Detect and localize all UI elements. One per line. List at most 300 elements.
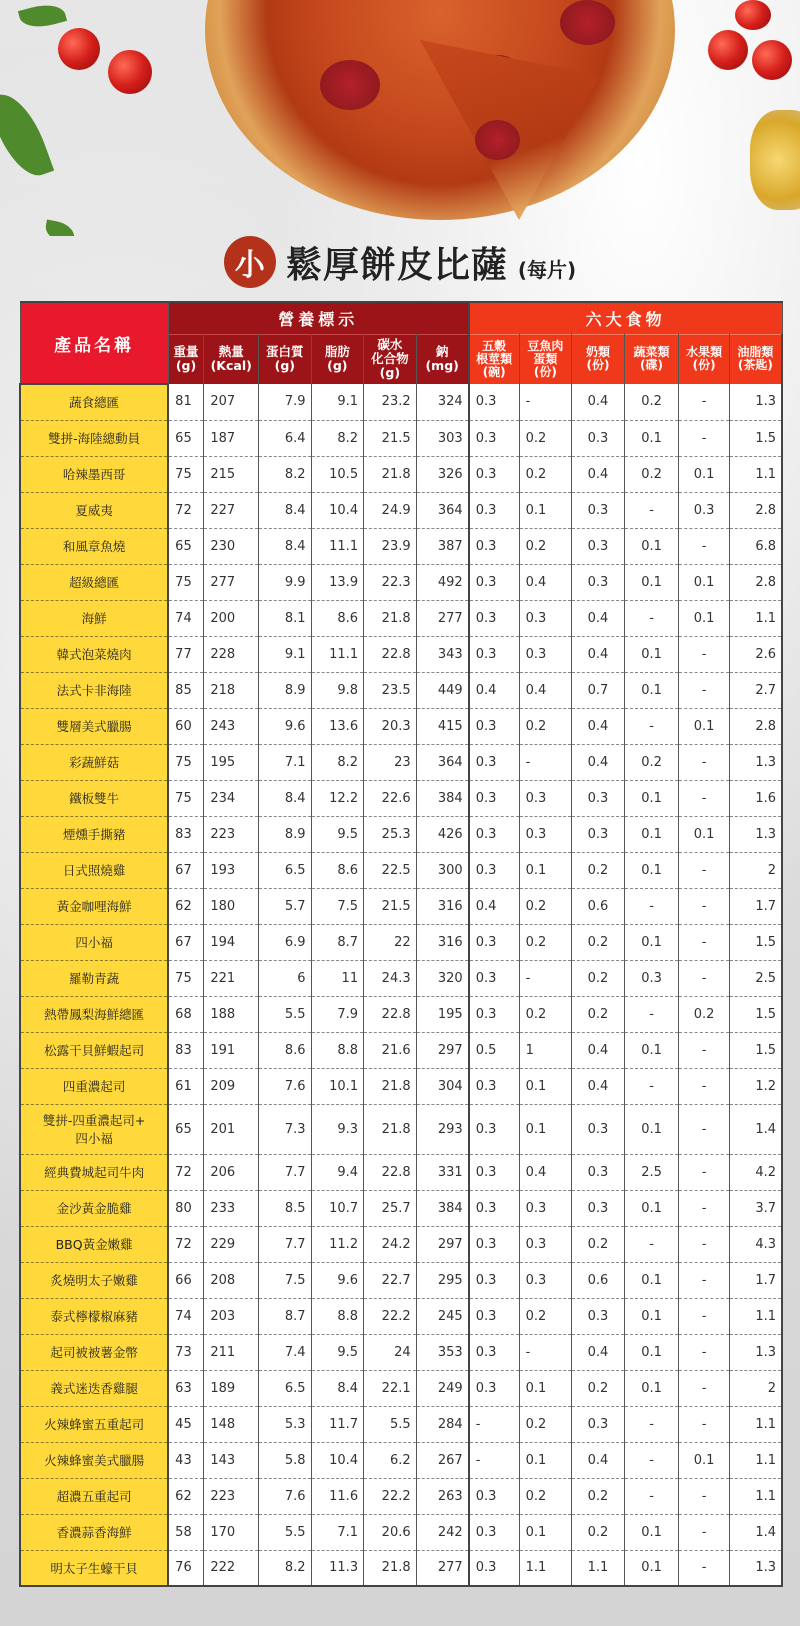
- table-cell: 1.3: [729, 816, 782, 852]
- tomato-decoration: [58, 28, 100, 70]
- table-cell: 21.5: [364, 420, 417, 456]
- table-cell: -: [679, 1262, 729, 1298]
- table-cell: 284: [416, 1406, 469, 1442]
- table-cell: 10.4: [311, 1442, 364, 1478]
- table-cell: 387: [416, 528, 469, 564]
- table-cell: 6.8: [729, 528, 782, 564]
- table-cell: 0.3: [519, 600, 572, 636]
- table-cell: 0.3: [469, 492, 519, 528]
- table-row: [20, 636, 782, 672]
- table-cell: 8.9: [259, 816, 312, 852]
- table-cell: 23.9: [364, 528, 417, 564]
- table-cell: 1.1: [729, 456, 782, 492]
- table-cell: 0.3: [469, 420, 519, 456]
- table-cell: 0.1: [519, 1370, 572, 1406]
- table-cell: 2.5: [624, 1154, 679, 1190]
- tomato-decoration: [735, 0, 771, 30]
- table-row: [20, 888, 782, 924]
- table-cell: 0.3: [519, 1226, 572, 1262]
- table-cell: 0.1: [624, 672, 679, 708]
- table-cell: -: [679, 1154, 729, 1190]
- table-cell: 230: [204, 528, 259, 564]
- table-cell: 75: [168, 456, 204, 492]
- table-cell: 0.4: [572, 1442, 625, 1478]
- table-cell: 9.3: [311, 1104, 364, 1154]
- table-cell: -: [679, 888, 729, 924]
- table-cell: 0.2: [519, 420, 572, 456]
- table-cell: 0.3: [469, 960, 519, 996]
- column-header-line: 脂肪: [324, 344, 350, 360]
- table-cell: 0.3: [469, 1370, 519, 1406]
- table-cell: 1.1: [729, 1298, 782, 1334]
- table-row: [20, 1442, 782, 1478]
- table-cell: 24: [364, 1334, 417, 1370]
- table-row: [20, 924, 782, 960]
- product-name: 明太子生蠔干貝: [20, 1550, 168, 1586]
- table-cell: 229: [204, 1226, 259, 1262]
- product-name: 夏威夷: [20, 492, 168, 528]
- table-cell: 0.3: [469, 1068, 519, 1104]
- table-cell: 0.2: [519, 996, 572, 1032]
- column-header-line: (g): [327, 358, 348, 374]
- page-title: [0, 236, 800, 288]
- table-cell: 384: [416, 780, 469, 816]
- table-cell: 0.2: [519, 528, 572, 564]
- table-cell: 0.6: [572, 1262, 625, 1298]
- table-cell: 0.3: [469, 744, 519, 780]
- table-cell: 6.4: [259, 420, 312, 456]
- table-cell: 233: [204, 1190, 259, 1226]
- product-name: 火辣蜂蜜五重起司: [20, 1406, 168, 1442]
- table-row: [20, 1154, 782, 1190]
- table-cell: 0.1: [679, 708, 729, 744]
- table-cell: 0.3: [469, 816, 519, 852]
- table-cell: 0.5: [469, 1032, 519, 1068]
- table-cell: -: [624, 1226, 679, 1262]
- table-cell: 0.7: [572, 672, 625, 708]
- table-cell: 1.4: [729, 1104, 782, 1154]
- table-cell: 0.1: [679, 600, 729, 636]
- table-cell: 8.5: [259, 1190, 312, 1226]
- table-cell: 8.4: [259, 780, 312, 816]
- column-header-line: (Kcal): [210, 358, 252, 374]
- table-cell: 0.2: [572, 924, 625, 960]
- column-header: [311, 334, 364, 384]
- product-name: 經典費城起司牛肉: [20, 1154, 168, 1190]
- table-cell: 6: [259, 960, 312, 996]
- table-cell: 0.3: [572, 1298, 625, 1334]
- table-cell: -: [679, 1550, 729, 1586]
- table-cell: 9.6: [259, 708, 312, 744]
- table-cell: 1.4: [729, 1514, 782, 1550]
- table-cell: 0.2: [679, 996, 729, 1032]
- table-cell: 297: [416, 1226, 469, 1262]
- product-name: 炙燒明太子嫩雞: [20, 1262, 168, 1298]
- column-header-line: 蛋白質: [266, 344, 304, 360]
- table-cell: 0.4: [469, 888, 519, 924]
- table-cell: 208: [204, 1262, 259, 1298]
- table-cell: 7.6: [259, 1478, 312, 1514]
- table-cell: 58: [168, 1514, 204, 1550]
- table-row: [20, 1068, 782, 1104]
- table-cell: 2.8: [729, 492, 782, 528]
- product-name: 四小福: [20, 924, 168, 960]
- table-cell: -: [624, 1068, 679, 1104]
- table-cell: 7.5: [259, 1262, 312, 1298]
- table-cell: 6.9: [259, 924, 312, 960]
- table-cell: 22.8: [364, 996, 417, 1032]
- table-cell: 223: [204, 1478, 259, 1514]
- product-name: 起司被被薯金幣: [20, 1334, 168, 1370]
- product-name: 羅勒青蔬: [20, 960, 168, 996]
- table-cell: 0.3: [469, 1550, 519, 1586]
- table-cell: 195: [204, 744, 259, 780]
- table-cell: 249: [416, 1370, 469, 1406]
- product-name: 鐵板雙牛: [20, 780, 168, 816]
- table-cell: 21.8: [364, 1104, 417, 1154]
- table-cell: 0.1: [624, 816, 679, 852]
- column-header-line: 豆魚肉: [527, 338, 564, 353]
- table-cell: 7.9: [311, 996, 364, 1032]
- table-row: [20, 1104, 782, 1154]
- table-cell: 1.2: [729, 1068, 782, 1104]
- table-cell: 25.7: [364, 1190, 417, 1226]
- table-cell: 2: [729, 1370, 782, 1406]
- nutrition-table: [19, 301, 783, 1587]
- table-cell: 9.5: [311, 1334, 364, 1370]
- column-header-line: 奶類: [585, 345, 610, 360]
- table-cell: 0.1: [624, 780, 679, 816]
- column-header-line: 油脂類: [737, 345, 774, 360]
- table-cell: 297: [416, 1032, 469, 1068]
- table-cell: 72: [168, 1226, 204, 1262]
- table-row: [20, 1226, 782, 1262]
- table-cell: 65: [168, 528, 204, 564]
- table-cell: 1.3: [729, 1550, 782, 1586]
- table-cell: 8.8: [311, 1298, 364, 1334]
- table-cell: -: [679, 1190, 729, 1226]
- column-header: [729, 334, 782, 384]
- table-row: [20, 1262, 782, 1298]
- table-cell: 11.2: [311, 1226, 364, 1262]
- table-cell: 0.2: [519, 1478, 572, 1514]
- table-cell: 2.7: [729, 672, 782, 708]
- table-row: [20, 564, 782, 600]
- table-cell: 10.7: [311, 1190, 364, 1226]
- column-header-line: 熱量: [218, 344, 244, 360]
- table-cell: 384: [416, 1190, 469, 1226]
- table-body: [20, 384, 782, 1586]
- table-row: [20, 960, 782, 996]
- column-header: [364, 334, 417, 384]
- table-cell: 223: [204, 816, 259, 852]
- table-cell: 1.7: [729, 1262, 782, 1298]
- table-cell: 0.2: [572, 996, 625, 1032]
- table-cell: 21.8: [364, 1068, 417, 1104]
- table-cell: 0.3: [519, 636, 572, 672]
- table-cell: 0.2: [572, 852, 625, 888]
- column-header-line: (g): [175, 358, 197, 374]
- hero-image: [0, 0, 800, 236]
- product-name: 海鮮: [20, 600, 168, 636]
- product-name: 香濃蒜香海鮮: [20, 1514, 168, 1550]
- table-cell: 0.1: [624, 528, 679, 564]
- size-badge: 小: [224, 236, 276, 288]
- table-cell: -: [624, 708, 679, 744]
- table-cell: 243: [204, 708, 259, 744]
- product-name: BBQ黃金嫩雞: [20, 1226, 168, 1262]
- table-cell: 45: [168, 1406, 204, 1442]
- table-cell: 0.1: [679, 1442, 729, 1478]
- table-cell: 0.4: [519, 672, 572, 708]
- table-cell: 195: [416, 996, 469, 1032]
- product-name: 松露干貝鮮蝦起司: [20, 1032, 168, 1068]
- table-cell: 7.7: [259, 1226, 312, 1262]
- table-cell: 227: [204, 492, 259, 528]
- table-cell: 20.3: [364, 708, 417, 744]
- table-cell: -: [624, 1442, 679, 1478]
- table-cell: -: [679, 924, 729, 960]
- table-cell: 0.2: [519, 708, 572, 744]
- column-header-line: (碟): [640, 358, 664, 373]
- table-cell: 4.2: [729, 1154, 782, 1190]
- table-cell: 25.3: [364, 816, 417, 852]
- table-cell: 2.6: [729, 636, 782, 672]
- product-name: 煙燻手撕豬: [20, 816, 168, 852]
- table-cell: 206: [204, 1154, 259, 1190]
- product-name: 雙拼-海陸總動員: [20, 420, 168, 456]
- table-cell: 1.5: [729, 996, 782, 1032]
- table-cell: 8.7: [259, 1298, 312, 1334]
- table-cell: 215: [204, 456, 259, 492]
- table-cell: -: [679, 960, 729, 996]
- table-cell: 7.5: [311, 888, 364, 924]
- column-header-line: (茶匙): [737, 358, 773, 373]
- table-cell: 0.1: [679, 456, 729, 492]
- table-cell: 73: [168, 1334, 204, 1370]
- table-cell: 0.3: [572, 420, 625, 456]
- table-cell: -: [679, 420, 729, 456]
- table-cell: 65: [168, 420, 204, 456]
- table-cell: -: [679, 1334, 729, 1370]
- table-cell: 0.3: [469, 708, 519, 744]
- table-cell: 76: [168, 1550, 204, 1586]
- table-cell: 0.1: [624, 1370, 679, 1406]
- table-cell: 11.7: [311, 1406, 364, 1442]
- table-cell: 1.1: [729, 1406, 782, 1442]
- table-cell: -: [679, 672, 729, 708]
- table-cell: 85: [168, 672, 204, 708]
- table-cell: 8.2: [259, 456, 312, 492]
- table-cell: 0.3: [519, 1262, 572, 1298]
- table-cell: 0.3: [572, 564, 625, 600]
- table-cell: 11: [311, 960, 364, 996]
- table-cell: -: [679, 384, 729, 420]
- table-cell: 0.1: [519, 492, 572, 528]
- table-cell: -: [679, 1226, 729, 1262]
- table-cell: 0.3: [469, 1514, 519, 1550]
- table-cell: 193: [204, 852, 259, 888]
- table-cell: 364: [416, 492, 469, 528]
- table-cell: 9.8: [311, 672, 364, 708]
- table-cell: 75: [168, 960, 204, 996]
- table-cell: 426: [416, 816, 469, 852]
- table-cell: 0.1: [624, 924, 679, 960]
- table-cell: 0.3: [469, 1190, 519, 1226]
- table-cell: 66: [168, 1262, 204, 1298]
- table-cell: 0.1: [519, 1068, 572, 1104]
- table-cell: 0.2: [519, 924, 572, 960]
- table-cell: 0.1: [624, 1334, 679, 1370]
- table-cell: 0.4: [572, 708, 625, 744]
- table-cell: 0.3: [469, 636, 519, 672]
- table-cell: 75: [168, 564, 204, 600]
- table-cell: 295: [416, 1262, 469, 1298]
- table-cell: 83: [168, 816, 204, 852]
- table-cell: 8.6: [311, 852, 364, 888]
- table-cell: 1.7: [729, 888, 782, 924]
- table-cell: 1.3: [729, 744, 782, 780]
- table-cell: 3.7: [729, 1190, 782, 1226]
- table-cell: 0.3: [572, 1104, 625, 1154]
- table-cell: -: [679, 744, 729, 780]
- table-cell: 1.3: [729, 1334, 782, 1370]
- title-main: 鬆厚餅皮比薩: [285, 244, 508, 286]
- table-cell: -: [679, 1298, 729, 1334]
- column-header: [469, 334, 519, 384]
- table-cell: 13.6: [311, 708, 364, 744]
- table-cell: -: [679, 1478, 729, 1514]
- table-cell: 0.1: [519, 1514, 572, 1550]
- table-cell: 13.9: [311, 564, 364, 600]
- column-header: [259, 334, 312, 384]
- table-row: [20, 1550, 782, 1586]
- table-cell: 20.6: [364, 1514, 417, 1550]
- column-header: [624, 334, 679, 384]
- table-cell: 0.2: [624, 384, 679, 420]
- table-cell: 23.2: [364, 384, 417, 420]
- table-cell: 0.3: [469, 528, 519, 564]
- table-cell: 9.1: [259, 636, 312, 672]
- product-name: 哈辣墨西哥: [20, 456, 168, 492]
- table-cell: 0.1: [519, 1104, 572, 1154]
- table-cell: 72: [168, 1154, 204, 1190]
- table-cell: 60: [168, 708, 204, 744]
- table-cell: 0.4: [519, 1154, 572, 1190]
- table-cell: 304: [416, 1068, 469, 1104]
- table-cell: 218: [204, 672, 259, 708]
- table-cell: 263: [416, 1478, 469, 1514]
- column-header-line: 水果類: [686, 345, 723, 360]
- column-header: [168, 334, 204, 384]
- table-cell: 22.1: [364, 1370, 417, 1406]
- table-cell: -: [679, 1068, 729, 1104]
- table-cell: 0.2: [572, 960, 625, 996]
- table-cell: 24.9: [364, 492, 417, 528]
- table-cell: 415: [416, 708, 469, 744]
- table-cell: 9.5: [311, 816, 364, 852]
- table-cell: 0.3: [572, 492, 625, 528]
- table-cell: 8.2: [311, 744, 364, 780]
- table-cell: 0.4: [572, 1334, 625, 1370]
- basil-leaf-decoration: [0, 86, 54, 184]
- table-cell: 188: [204, 996, 259, 1032]
- table-cell: 0.1: [679, 816, 729, 852]
- table-cell: 170: [204, 1514, 259, 1550]
- table-cell: 0.3: [519, 1190, 572, 1226]
- table-cell: 5.5: [259, 996, 312, 1032]
- table-cell: -: [679, 1406, 729, 1442]
- table-cell: 67: [168, 852, 204, 888]
- table-cell: 2.8: [729, 564, 782, 600]
- table-row: [20, 1514, 782, 1550]
- header-nutrition-group: 營養標示: [168, 302, 469, 334]
- column-header-line: 鈉: [435, 344, 449, 360]
- table-cell: 22.8: [364, 1154, 417, 1190]
- table-cell: 293: [416, 1104, 469, 1154]
- table-cell: 209: [204, 1068, 259, 1104]
- column-header-line: (份): [533, 364, 557, 379]
- table-cell: 0.3: [469, 1154, 519, 1190]
- table-cell: 0.3: [469, 456, 519, 492]
- table-cell: 68: [168, 996, 204, 1032]
- table-cell: 22.8: [364, 636, 417, 672]
- table-row: [20, 744, 782, 780]
- table-cell: -: [519, 384, 572, 420]
- column-header-line: (mg): [425, 358, 459, 374]
- table-cell: 21.8: [364, 456, 417, 492]
- table-cell: 6.5: [259, 1370, 312, 1406]
- table-cell: 0.1: [519, 1442, 572, 1478]
- table-cell: 0.4: [469, 672, 519, 708]
- column-header-line: 蛋類: [533, 351, 558, 366]
- column-header-line: 五穀: [482, 338, 507, 353]
- table-cell: 8.6: [259, 1032, 312, 1068]
- table-cell: 2: [729, 852, 782, 888]
- table-cell: 22.2: [364, 1478, 417, 1514]
- header-six-food-group: 六大食物: [469, 302, 782, 334]
- table-cell: 0.6: [572, 888, 625, 924]
- table-cell: 5.3: [259, 1406, 312, 1442]
- table-row: [20, 420, 782, 456]
- table-cell: 180: [204, 888, 259, 924]
- table-cell: 24.3: [364, 960, 417, 996]
- table-cell: 187: [204, 420, 259, 456]
- table-cell: 0.2: [572, 1226, 625, 1262]
- table-cell: -: [679, 1032, 729, 1068]
- table-cell: -: [679, 1370, 729, 1406]
- table-cell: 0.4: [572, 384, 625, 420]
- table-cell: 267: [416, 1442, 469, 1478]
- table-cell: 0.3: [469, 924, 519, 960]
- table-cell: 7.1: [259, 744, 312, 780]
- table-cell: 343: [416, 636, 469, 672]
- table-cell: 0.3: [572, 1190, 625, 1226]
- table-cell: 228: [204, 636, 259, 672]
- table-cell: 9.1: [311, 384, 364, 420]
- olive-oil-decoration: [750, 110, 800, 210]
- table-cell: 0.3: [572, 780, 625, 816]
- table-cell: 492: [416, 564, 469, 600]
- product-name: 法式卡非海陸: [20, 672, 168, 708]
- table-cell: 7.4: [259, 1334, 312, 1370]
- table-row: [20, 1032, 782, 1068]
- product-name: 蔬食總匯: [20, 384, 168, 420]
- table-cell: 9.4: [311, 1154, 364, 1190]
- table-cell: 7.7: [259, 1154, 312, 1190]
- table-cell: 83: [168, 1032, 204, 1068]
- basil-leaf-decoration: [18, 0, 67, 32]
